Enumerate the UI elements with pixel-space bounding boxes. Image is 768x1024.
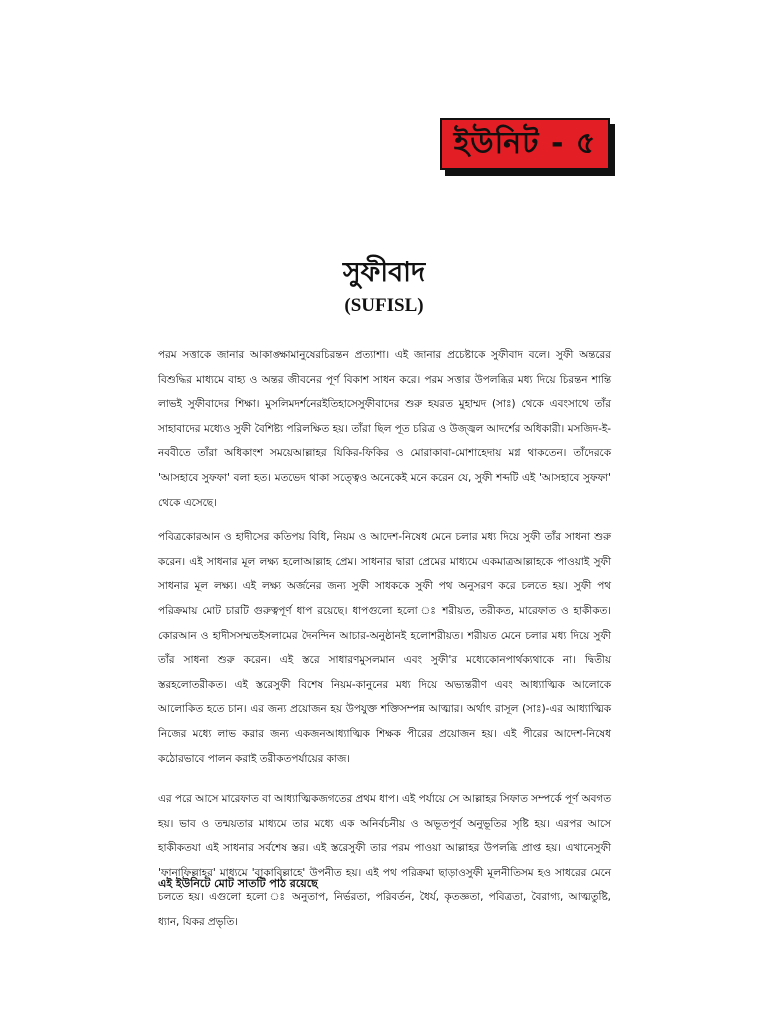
unit-lesson-count-note: এই ইউনিটে মোট সাতটি পাঠ রয়েছে — [158, 877, 318, 890]
page-title: সুফীবাদ — [342, 257, 426, 288]
paragraph-shariat-tariqat: পবিত্রকোরআন ও হাদীসের কতিপয় বিধি, নিয়ম ও আদেশ-নিষেধ মেনে চলার মধ্য দিয়ে সুফী তাঁর সাধনা শুরু করেন। এই সাধনার মূল লক্ষ্য হলোআল্লাহ প্রেম। সাধনার দ্বারা প্রেমের মাধ্যমে একমাত্রআল্লাহকে পাওয়াই সুফী সাধনার মূল লক্ষ্য। এই লক্ষ্য অর্জনের জন্য সুফী সাধককে সুফী পথ অনুসরণ করে চলতে হয়। সুফী পথ পরিক্রমায় মোট চারটি গুরুত্বপূর্ণ ধাপ রয়েছে। ধাপগুলো হলো ঃ শরীয়ত, তরীকত, মারেফাত ও হাকীকত। কোরআন ও হাদীসসম্মতইসলামের দৈনন্দিন আচার-অনুষ্ঠানই হলোশরীয়ত। শরীয়ত মেনে চলার মধ্য দিয়ে সুফী তাঁর সাধনা শুরু করেন। এই স্তরে সাধারণমুসলমান এবং সুফী'র মধ্যেকোনপার্থক্যথাকে না। দ্বিতীয় স্তরহলোতরীকত। এই স্তরেসুফী বিশেষ নিয়ম-কানুনের মধ্য দিয়ে অভ্যন্তরীণ এবং আধ্যাত্মিক আলোকে আলোকিত হতে চান। এর জন্য প্রয়োজন হয় উপযুক্ত শক্তিসম্পন্ন আত্মার। অর্থাৎ রাসূল (সাঃ)-এর আধ্যাত্মিক নিজের মধ্যে লাভ করার জন্য একজনআধ্যাত্মিক শিক্ষক পীরের প্রয়োজন হয়। এই পীরের আদেশ-নিষেধ কঠোরভাবে পালন করাই তরীকতপর্যায়ের কাজ। — [158, 531, 611, 765]
paragraph-intro: পরম সত্তাকে জানার আকাঙ্ক্ষামানুষেরচিরন্তন প্রত্যাশা। এই জানার প্রচেষ্টাকে সুফীবাদ বলে। সুফী অন্তরের বিশুদ্ধির মাধ্যমে বাহ্য ও অন্তর জীবনের পূর্ণ বিকাশ সাধন করে। পরম সত্তার উপলব্ধির মধ্য দিয়ে চিরন্তন শান্তি লাভই সুফীবাদের শিক্ষা। মুসলিমদর্শনেরইতিহাসেসুফীবাদের শুরু হযরত মুহাম্মদ (সাঃ) থেকে এবংসাথে তাঁর সাহাবাদের মধ্যেও সুফী বৈশিষ্ট্য পরিলক্ষিত হয়। তাঁরা ছিল পূত চরিত্র ও উজ্জ্বল আদর্শের অধিকারী। মসজিদ-ই-নববীতে তাঁরা অধিকাংশ সময়েআল্লাহর যিকির-ফিকির ও মোরাকাবা-মোশাহেদায় মগ্ন থাকতেন। তাঁদেরকে 'আসহাবে সুফফা' বলা হত। মতভেদ থাকা সত্ত্বেও অনেকেই মনে করেন যে, সুফী শব্দটি এই 'আসহাবে সুফফা' থেকে এসেছে। — [158, 349, 611, 509]
unit-heading-badge — [440, 118, 610, 170]
paragraph-marifat-haqiqat: এর পরে আসে মারেফাত বা আধ্যাত্মিকজগতের প্রথম ধাপ। এই পর্যায়ে সে আল্লাহর সিফাত সম্পর্কে পূর্ণ অবগত হয়। ভাব ও তন্ময়তার মাধ্যমে তার মধ্যে এক অনির্বচনীয় ও অভূতপূর্ব অনুভূতির সৃষ্টি হয়। এরপর আসে হাকীকতযা এই সাধনার সর্বশেষ স্তর। এই স্তরেসুফী তার পরম পাওয়া আল্লাহর উপলব্ধি প্রাপ্ত হয়। এখানেসুফী 'ফানাফিল্লাহর' মাধ্যমে 'বাকাবিল্লাহে' উপনীত হয়। এই পথ পরিক্রমা ছাড়াওসুফী মূলনীতিসম হও সাধরের মেনে চলতে হয়। এগুলো হলো ঃ অনুতাপ, নির্ভরতা, পরিবর্তন, ধৈর্য, কৃতজ্ঞতা, পবিত্রতা, বৈরাগ্য, আত্মতুষ্টি, ধ্যান, যিকর প্রভৃতি। — [158, 793, 611, 929]
body-text — [158, 343, 611, 935]
unit-heading-label: ইউনিট - ৫ — [453, 125, 597, 161]
page-subtitle: (SUFISL) — [344, 295, 424, 316]
